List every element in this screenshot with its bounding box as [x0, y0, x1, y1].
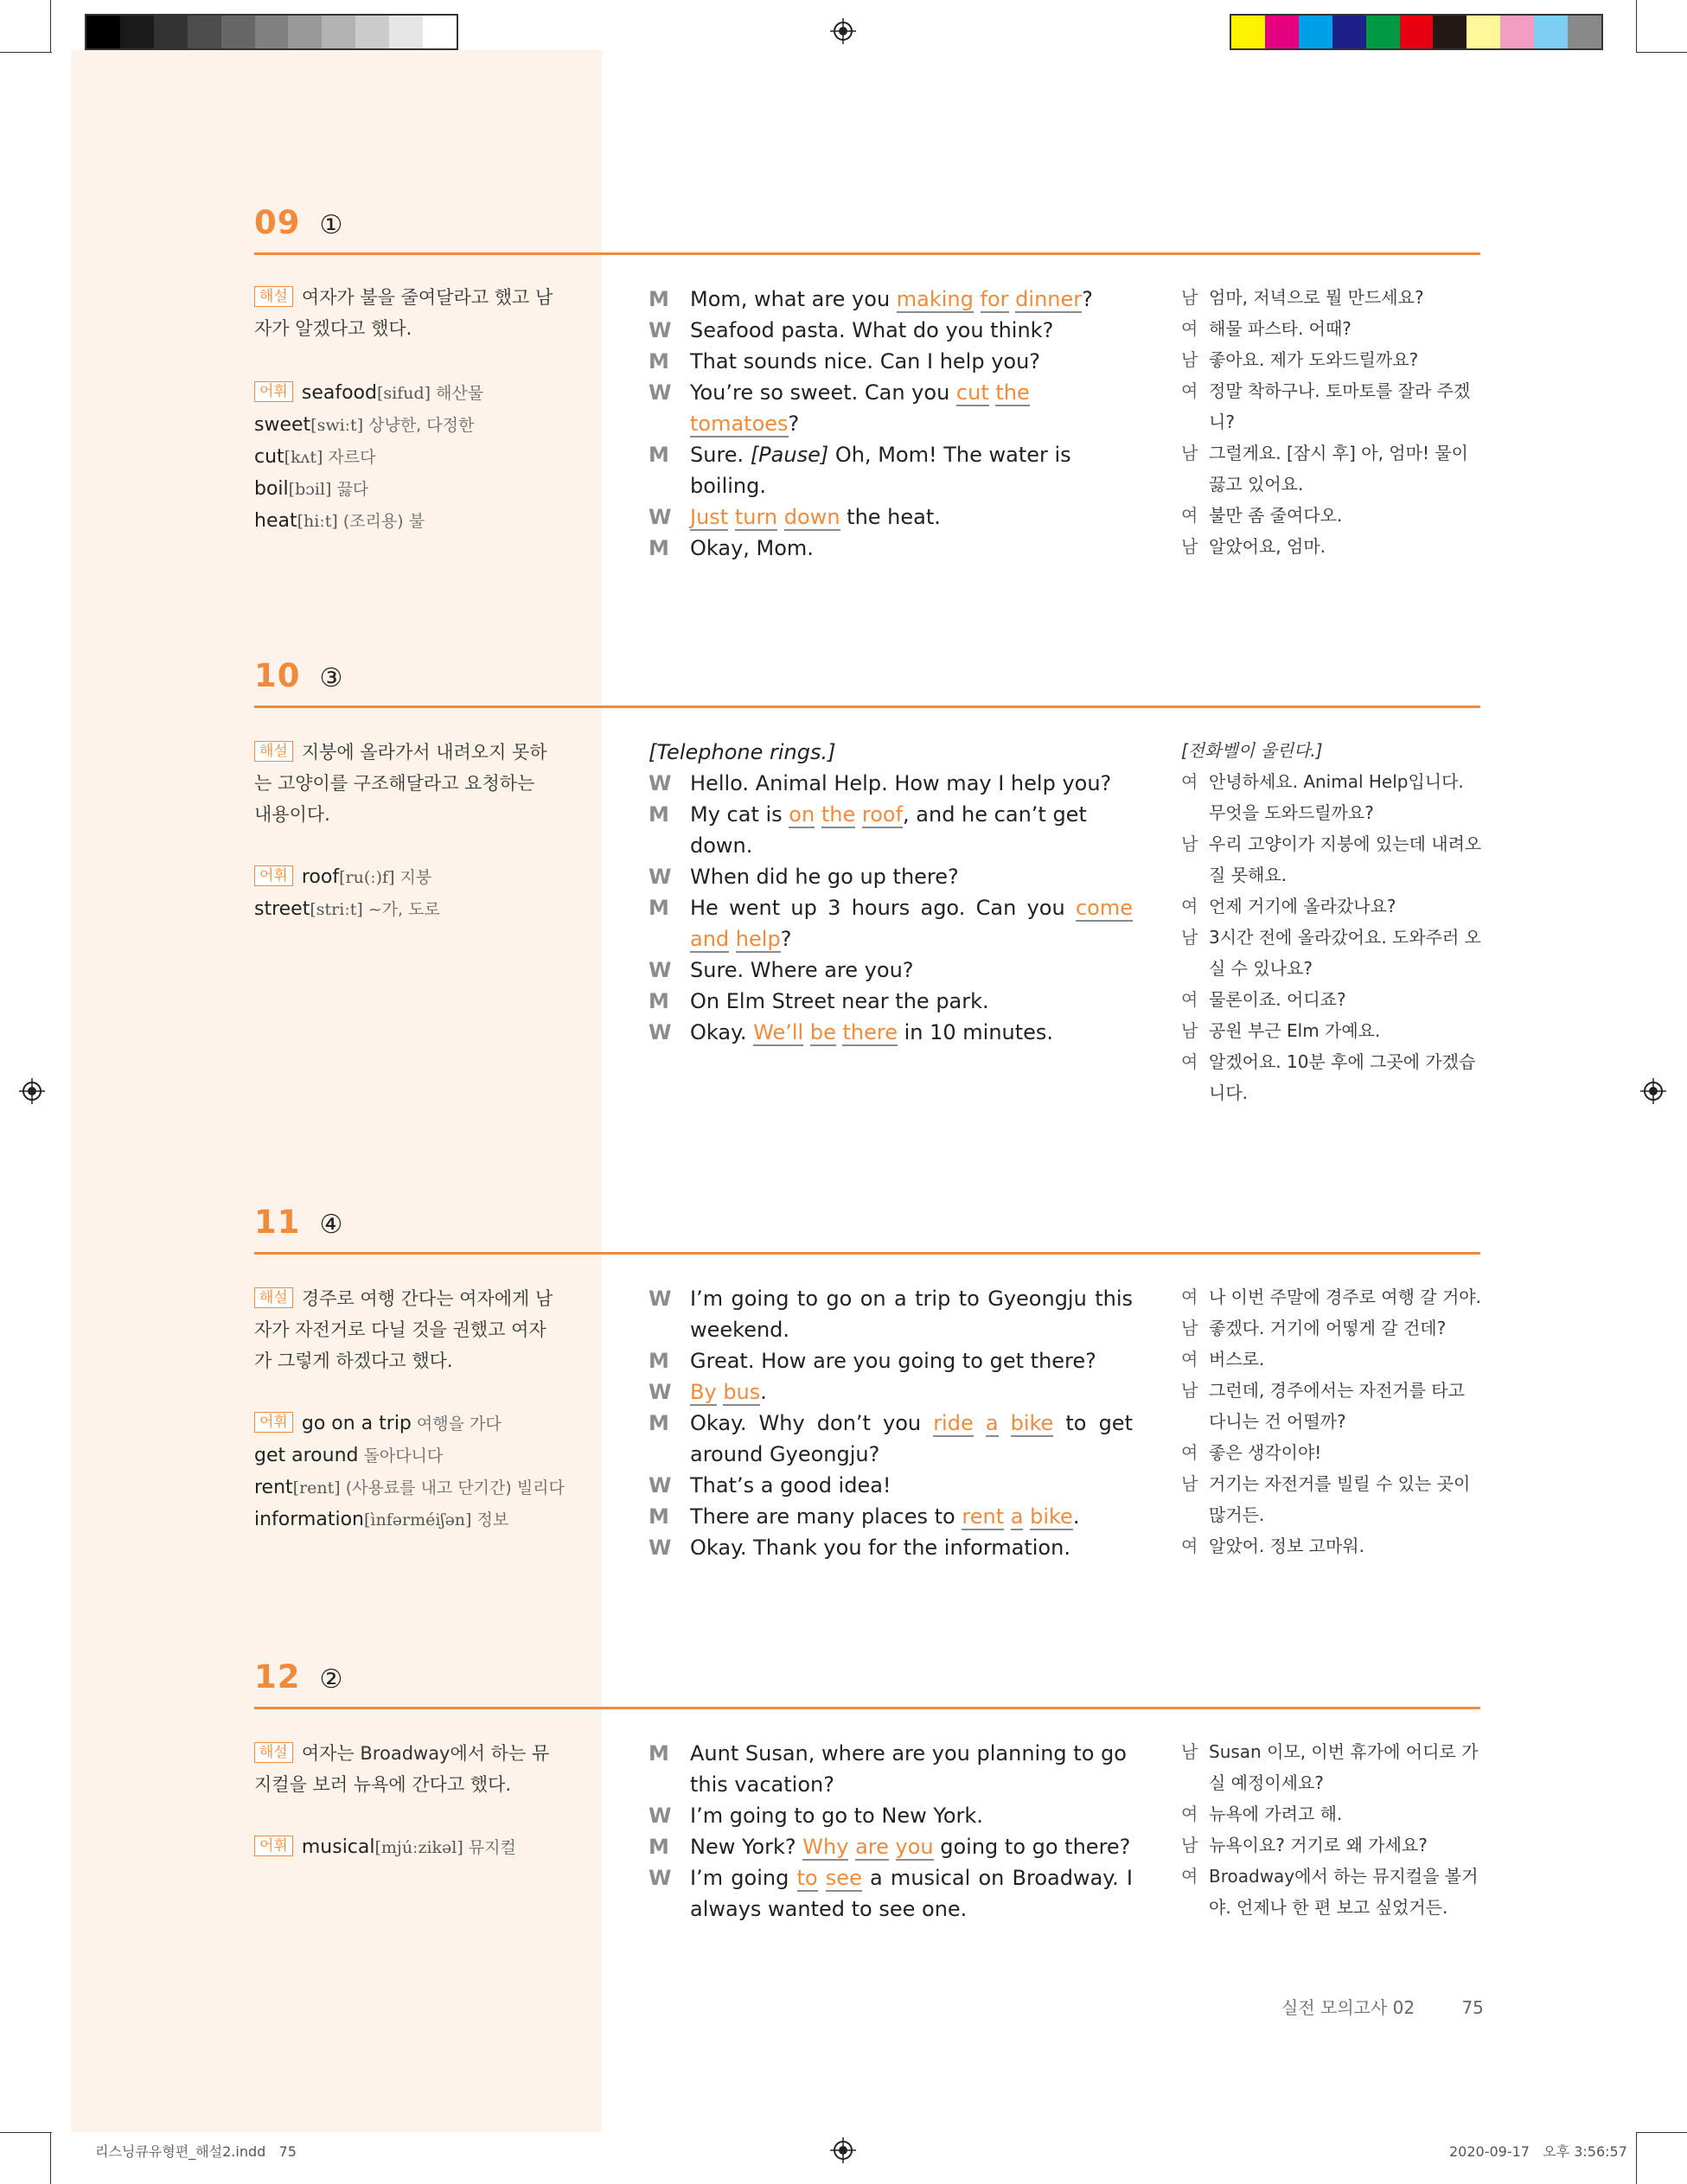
korean-translation-11	[1181, 1281, 1484, 1561]
dialog-12	[649, 1738, 1133, 1925]
answer-choice: ④	[319, 1210, 343, 1240]
dialog-line: M Mom, what are you making for dinner?	[649, 287, 1093, 311]
dialog-line: W Just turn down the heat.	[649, 505, 941, 529]
translation-line: 남 그런데, 경주에서는 자전거를 타고 다니는 건 어떨까?	[1181, 1380, 1465, 1432]
dialog-line: M On Elm Street near the park.	[649, 989, 989, 1013]
vocab-item: 어휘 roof[ru(ː)f] 지붕	[254, 861, 566, 893]
dialog-line: W Seafood pasta. What do you think?	[649, 318, 1054, 342]
blank-answer: see	[825, 1866, 862, 1890]
page-footer	[1281, 1994, 1484, 2019]
dialog-line: W I’m going to see a musical on Broadway. I always wanted to see one.	[649, 1866, 1133, 1921]
explanation-text: 여자는 Broadway에서 하는 뮤지컬을 보러 뉴욕에 간다고 했다.	[254, 1743, 550, 1795]
crop-mark	[0, 52, 52, 53]
stage-direction: [Telephone rings.]	[649, 740, 836, 764]
question-number: 10	[254, 657, 301, 694]
translation-line: 여 뉴욕에 가려고 해.	[1181, 1804, 1343, 1824]
question-number: 11	[254, 1204, 301, 1241]
blank-answer: bike	[1010, 1411, 1054, 1435]
blank-answer: turn	[734, 505, 778, 529]
blank-answer: roof	[861, 802, 904, 827]
section-divider	[254, 1707, 1480, 1709]
vocab-tag: 어휘	[254, 1412, 293, 1433]
translation-line: 남 우리 고양이가 지붕에 있는데 내려오질 못해요.	[1181, 833, 1482, 885]
translation-line: 남 공원 부근 Elm 가예요.	[1181, 1020, 1381, 1041]
blank-answer: and	[690, 927, 730, 951]
translation-line: 여 알았어. 정보 고마워.	[1181, 1536, 1364, 1556]
dialog-line: W I’m going to go to New York.	[649, 1804, 983, 1828]
question-header-09	[254, 204, 342, 241]
color-swatch	[1265, 16, 1299, 48]
dialog-line: M My cat is on the roof, and he can’t get down.	[649, 802, 1087, 858]
dialog-line: M Okay. Why don’t you ride a bike to get around Gyeongju?	[649, 1411, 1133, 1466]
section-divider	[254, 1252, 1480, 1255]
translation-line: 남 Susan 이모, 이번 휴가에 어디로 가실 예정이세요?	[1181, 1741, 1479, 1793]
translation-line: 여 물론이죠. 어디죠?	[1181, 989, 1346, 1010]
section-title: 실전 모의고사 02	[1281, 1997, 1415, 2018]
crop-mark	[1636, 0, 1637, 52]
color-swatch	[322, 16, 355, 48]
translation-line: 여 버스로.	[1181, 1349, 1265, 1370]
translation-line: 남 좋아요. 제가 도와드릴까요?	[1181, 349, 1419, 370]
explanation-12	[254, 1738, 557, 1800]
dialog-11	[649, 1283, 1133, 1563]
blank-answer: down	[783, 505, 840, 529]
color-swatch	[1433, 16, 1467, 48]
translation-line: 여 언제 거기에 올라갔나요?	[1181, 896, 1396, 916]
question-header-12	[254, 1658, 342, 1695]
vocabulary-11	[254, 1408, 566, 1536]
blank-answer: ride	[933, 1411, 974, 1435]
crop-mark	[1636, 2132, 1637, 2184]
answer-choice: ①	[319, 210, 343, 240]
question-header-11	[254, 1204, 342, 1241]
registration-mark-icon	[19, 1078, 45, 1104]
translation-line: 여 불만 좀 줄여다오.	[1181, 505, 1343, 526]
dialog-line: M Okay, Mom.	[649, 536, 814, 560]
blank-answer: there	[842, 1020, 898, 1044]
crop-mark	[1636, 2132, 1687, 2133]
color-swatch	[1568, 16, 1601, 48]
blank-answer: help	[735, 927, 781, 951]
vocab-tag: 어휘	[254, 381, 293, 402]
stage-direction: [전화벨이 울린다.]	[1181, 740, 1323, 761]
vocab-item: boil[bɔil] 끓다	[254, 478, 369, 500]
color-swatch	[1332, 16, 1366, 48]
color-swatch	[221, 16, 255, 48]
dialog-line: W Sure. Where are you?	[649, 958, 914, 982]
blank-answer: Just	[690, 505, 729, 529]
explanation-text: 지붕에 올라가서 내려오지 못하는 고양이를 구조해달라고 요청하는 내용이다.	[254, 742, 547, 825]
answer-choice: ③	[319, 663, 343, 693]
blank-answer: a	[1010, 1504, 1024, 1529]
translation-line: 여 나 이번 주말에 경주로 여행 갈 거야.	[1181, 1287, 1481, 1307]
dialog-09	[649, 284, 1133, 564]
dialog-line: W You’re so sweet. Can you cut the tomatoes?	[649, 380, 1030, 436]
vocab-item: information[ìnfərméiʃən] 정보	[254, 1509, 509, 1530]
vocab-item: heat[hiːt] (조리용) 불	[254, 510, 425, 532]
explanation-tag: 해설	[254, 741, 293, 762]
grayscale-swatch-bar	[85, 14, 458, 50]
blank-answer: you	[895, 1835, 934, 1859]
crop-mark	[0, 2132, 52, 2133]
color-swatch	[1366, 16, 1400, 48]
color-swatch	[389, 16, 423, 48]
translation-line: 남 좋겠다. 거기에 어떻게 갈 건데?	[1181, 1318, 1447, 1338]
explanation-column-background	[71, 50, 602, 2132]
translation-line: 남 거기는 자전거를 빌릴 수 있는 곳이 많거든.	[1181, 1473, 1471, 1525]
color-swatch	[1400, 16, 1434, 48]
vocab-item: street[striːt] ~가, 도로	[254, 898, 440, 920]
color-swatch	[120, 16, 154, 48]
section-divider	[254, 706, 1480, 708]
vocab-tag: 어휘	[254, 865, 293, 886]
explanation-tag: 해설	[254, 286, 293, 307]
color-swatch	[1467, 16, 1500, 48]
blank-answer: rent	[962, 1504, 1005, 1529]
dialog-line: M Sure. [Pause] Oh, Mom! The water is boiling.	[649, 443, 1071, 498]
color-swatch	[423, 16, 457, 48]
dialog-line: W That’s a good idea!	[649, 1473, 891, 1498]
explanation-text: 여자가 불을 줄여달라고 했고 남자가 알겠다고 했다.	[254, 287, 553, 339]
dialog-line: M That sounds nice. Can I help you?	[649, 349, 1041, 374]
explanation-tag: 해설	[254, 1742, 293, 1763]
color-swatch	[188, 16, 221, 48]
vocab-item: get around 돌아다니다	[254, 1445, 444, 1466]
translation-line: 여 안녕하세요. Animal Help입니다. 무엇을 도와드릴까요?	[1181, 771, 1464, 823]
dialog-line: W By bus.	[649, 1380, 767, 1404]
question-header-10	[254, 657, 342, 694]
blank-answer: on	[789, 802, 815, 827]
crop-mark	[1636, 52, 1687, 53]
blank-answer: the	[821, 802, 856, 827]
registration-mark-icon	[1640, 1078, 1666, 1104]
dialog-line: W I’m going to go on a trip to Gyeongju this weekend.	[649, 1287, 1133, 1342]
vocab-item: cut[kʌt] 자르다	[254, 446, 376, 468]
explanation-09	[254, 282, 557, 344]
blank-answer: a	[985, 1411, 999, 1435]
explanation-tag: 해설	[254, 1287, 293, 1308]
blank-answer: dinner	[1015, 287, 1083, 311]
blank-answer: to	[796, 1866, 818, 1890]
korean-translation-10	[1181, 735, 1484, 1108]
color-swatch	[1299, 16, 1332, 48]
blank-answer: making	[896, 287, 974, 311]
color-swatch	[288, 16, 322, 48]
blank-answer: bus	[723, 1380, 761, 1404]
color-swatch	[154, 16, 188, 48]
color-swatch	[1534, 16, 1568, 48]
translation-line: 여 정말 착하구나. 토마토를 잘라 주겠니?	[1181, 380, 1471, 432]
blank-answer: be	[809, 1020, 836, 1044]
color-swatch	[1500, 16, 1534, 48]
korean-translation-12	[1181, 1736, 1484, 1923]
question-number: 12	[254, 1658, 301, 1695]
translation-line: 남 엄마, 저녁으로 뭘 만드세요?	[1181, 287, 1424, 308]
blank-answer: Why	[802, 1835, 849, 1859]
crop-mark	[50, 0, 51, 52]
file-slug: 리스닝큐유형편_해설2.indd 75	[95, 2143, 297, 2160]
vocabulary-09	[254, 377, 566, 537]
section-divider	[254, 252, 1480, 255]
explanation-text: 경주로 여행 간다는 여자에게 남자가 자전거로 다닐 것을 권했고 여자가 그렇게 하겠다고 했다.	[254, 1288, 553, 1371]
color-swatch-bar	[1230, 14, 1603, 50]
blank-answer: We’ll	[753, 1020, 804, 1044]
vocabulary-12	[254, 1831, 566, 1863]
color-swatch	[255, 16, 289, 48]
crop-mark	[50, 2132, 51, 2184]
dialog-line: M Great. How are you going to get there?	[649, 1349, 1096, 1373]
answer-choice: ②	[319, 1664, 343, 1695]
timestamp-slug: 2020-09-17 오후 3:56:57	[1449, 2143, 1627, 2160]
blank-answer: tomatoes	[690, 412, 789, 436]
blank-answer: cut	[955, 380, 989, 405]
vocab-item: sweet[swiːt] 상냥한, 다정한	[254, 414, 475, 436]
registration-mark-icon	[830, 2137, 856, 2163]
translation-line: 남 뉴욕이요? 거기로 왜 가세요?	[1181, 1835, 1428, 1855]
translation-line: 여 좋은 생각이야!	[1181, 1442, 1322, 1463]
blank-answer: are	[855, 1835, 889, 1859]
dialog-line: M He went up 3 hours ago. Can you come and help?	[649, 896, 1133, 951]
blank-answer: for	[980, 287, 1009, 311]
question-number: 09	[254, 204, 301, 241]
explanation-11	[254, 1283, 557, 1376]
color-swatch	[355, 16, 389, 48]
vocabulary-10	[254, 861, 566, 925]
color-swatch	[1231, 16, 1265, 48]
dialog-line: W Hello. Animal Help. How may I help you?	[649, 771, 1112, 795]
blank-answer: By	[690, 1380, 717, 1404]
dialog-line: M There are many places to rent a bike.	[649, 1504, 1080, 1529]
vocab-item: rent[rent] (사용료를 내고 단기간) 빌리다	[254, 1477, 565, 1498]
translation-line: 여 알겠어요. 10분 후에 그곳에 가겠습니다.	[1181, 1051, 1476, 1103]
translation-line: 남 3시간 전에 올라갔어요. 도와주러 오실 수 있나요?	[1181, 927, 1481, 979]
vocab-tag: 어휘	[254, 1836, 293, 1856]
page-number: 75	[1461, 1997, 1484, 2018]
dialog-line: M New York? Why are you going to go there?	[649, 1835, 1131, 1859]
translation-line: 여 해물 파스타. 어때?	[1181, 318, 1352, 339]
korean-translation-09	[1181, 282, 1484, 562]
translation-line: 남 알았어요, 엄마.	[1181, 536, 1326, 557]
blank-answer: bike	[1030, 1504, 1073, 1529]
vocab-item: 어휘 go on a trip 여행을 가다	[254, 1408, 566, 1440]
blank-answer: the	[995, 380, 1030, 405]
vocab-item: 어휘 musical[mjúːzikəl] 뮤지컬	[254, 1831, 566, 1863]
dialog-line: W Okay. Thank you for the information.	[649, 1536, 1070, 1560]
blank-answer: come	[1075, 896, 1133, 920]
translation-line: 남 그럴게요. [잠시 후] 아, 엄마! 물이 끓고 있어요.	[1181, 443, 1468, 495]
dialog-line: M Aunt Susan, where are you planning to go this vacation?	[649, 1741, 1127, 1797]
dialog-line: W When did he go up there?	[649, 865, 959, 889]
translation-line: 여 Broadway에서 하는 뮤지컬을 볼거야. 언제나 한 편 보고 싶었거든.	[1181, 1866, 1479, 1918]
explanation-10	[254, 737, 557, 830]
dialog-10	[649, 737, 1133, 1048]
vocab-item: 어휘 seafood[sifud] 해산물	[254, 377, 566, 409]
registration-mark-icon	[830, 18, 856, 44]
dialog-line: W Okay. We’ll be there in 10 minutes.	[649, 1020, 1054, 1044]
color-swatch	[86, 16, 120, 48]
